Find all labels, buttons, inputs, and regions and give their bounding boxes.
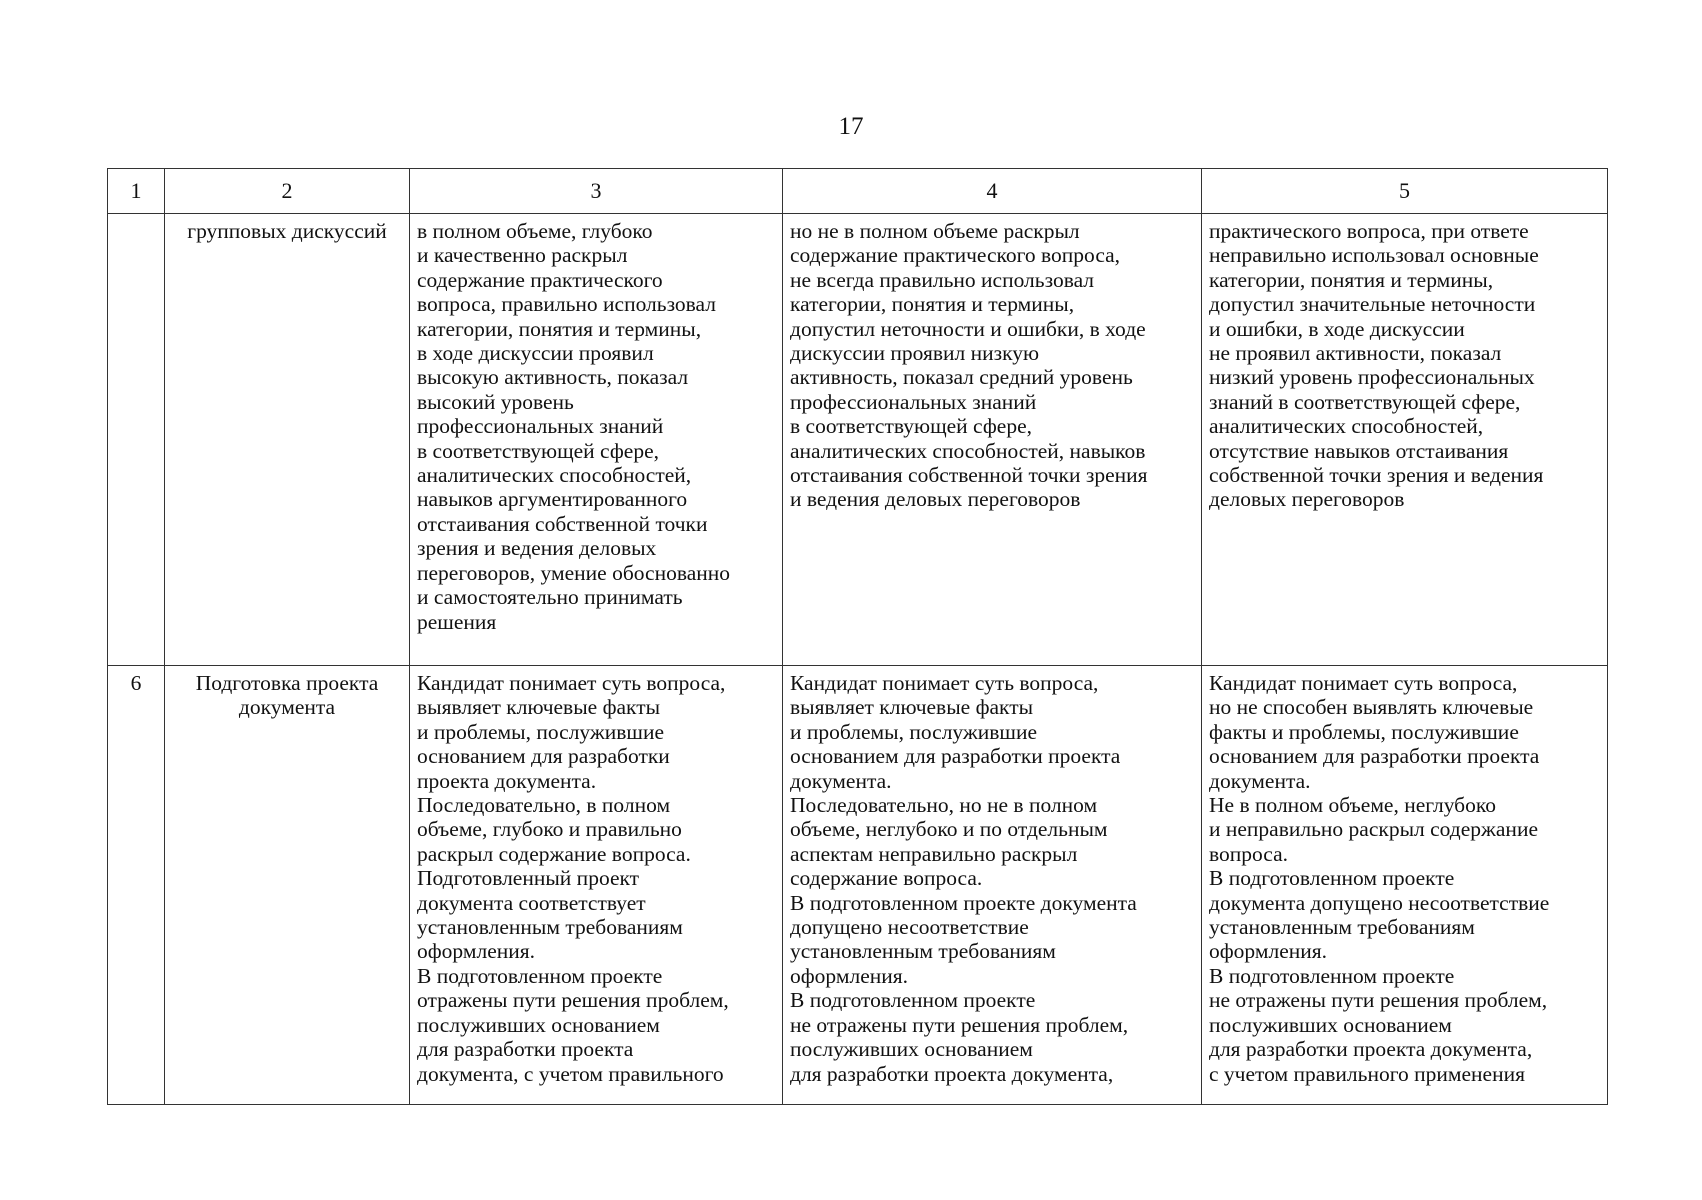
header-cell-2: 2: [165, 169, 410, 214]
criterion-col4-cell: но не в полном объеме раскрыл содержание практического вопроса, не всегда правильно использовал категории, понятия и термины, допустил неточности и ошибки, в ходе дискуссии проявил низкую активность, показал средний уровень профессиональных знаний в соответствующей сфере, аналитических способностей, навыков отстаивания собственной точки зрения и ведения деловых переговоров: [783, 214, 1202, 666]
criterion-col3-cell: Кандидат понимает суть вопроса, выявляет ключевые факты и проблемы, послужившие основанием для разработки проекта документа. Последовательно, в полном объеме, глубоко и правильно раскрыл содержание вопроса. Подготовленный проект документа соответствует установленным требованиям оформления. В подготовленном проекте отражены пути решения проблем, послуживших основанием для разработки проекта документа, с учетом правильного: [410, 666, 783, 1105]
criterion-name-cell: групповых дискуссий: [165, 214, 410, 666]
criteria-table: [107, 168, 1608, 1105]
criterion-col5-cell: Кандидат понимает суть вопроса, но не способен выявлять ключевые факты и проблемы, послужившие основанием для разработки проекта документа. Не в полном объеме, неглубоко и неправильно раскрыл содержание вопроса. В подготовленном проекте документа допущено несоответствие установленным требованиям оформления. В подготовленном проекте не отражены пути решения проблем, послуживших основанием для разработки проекта документа, с учетом правильного применения: [1202, 666, 1608, 1105]
header-cell-3: 3: [410, 169, 783, 214]
row-number-cell: 6: [108, 666, 165, 1105]
criterion-col4-cell: Кандидат понимает суть вопроса, выявляет ключевые факты и проблемы, послужившие основанием для разработки проекта документа. Последовательно, но не в полном объеме, неглубоко и по отдельным аспектам неправильно раскрыл содержание вопроса. В подготовленном проекте документа допущено несоответствие установленным требованиям оформления. В подготовленном проекте не отражены пути решения проблем, послуживших основанием для разработки проекта документа,: [783, 666, 1202, 1105]
header-cell-1: 1: [108, 169, 165, 214]
criterion-name-cell: Подготовка проекта документа: [165, 666, 410, 1105]
page-number: 17: [838, 113, 864, 140]
table-row: [108, 666, 1608, 1105]
criterion-col5-cell: практического вопроса, при ответе неправильно использовал основные категории, понятия и термины, допустил значительные неточности и ошибки, в ходе дискуссии не проявил активности, показал низкий уровень профессиональных знаний в соответствующей сфере, аналитических способностей, отсутствие навыков отстаивания собственной точки зрения и ведения деловых переговоров: [1202, 214, 1608, 666]
header-cell-5: 5: [1202, 169, 1608, 214]
header-cell-4: 4: [783, 169, 1202, 214]
table-row: [108, 214, 1608, 666]
criterion-col3-cell: в полном объеме, глубоко и качественно раскрыл содержание практического вопроса, правильно использовал категории, понятия и термины, в ходе дискуссии проявил высокую активность, показал высокий уровень профессиональных знаний в соответствующей сфере, аналитических способностей, навыков аргументированного отстаивания собственной точки зрения и ведения деловых переговоров, умение обоснованно и самостоятельно принимать решения: [410, 214, 783, 666]
table-header-row: [108, 169, 1608, 214]
row-number-cell: [108, 214, 165, 666]
